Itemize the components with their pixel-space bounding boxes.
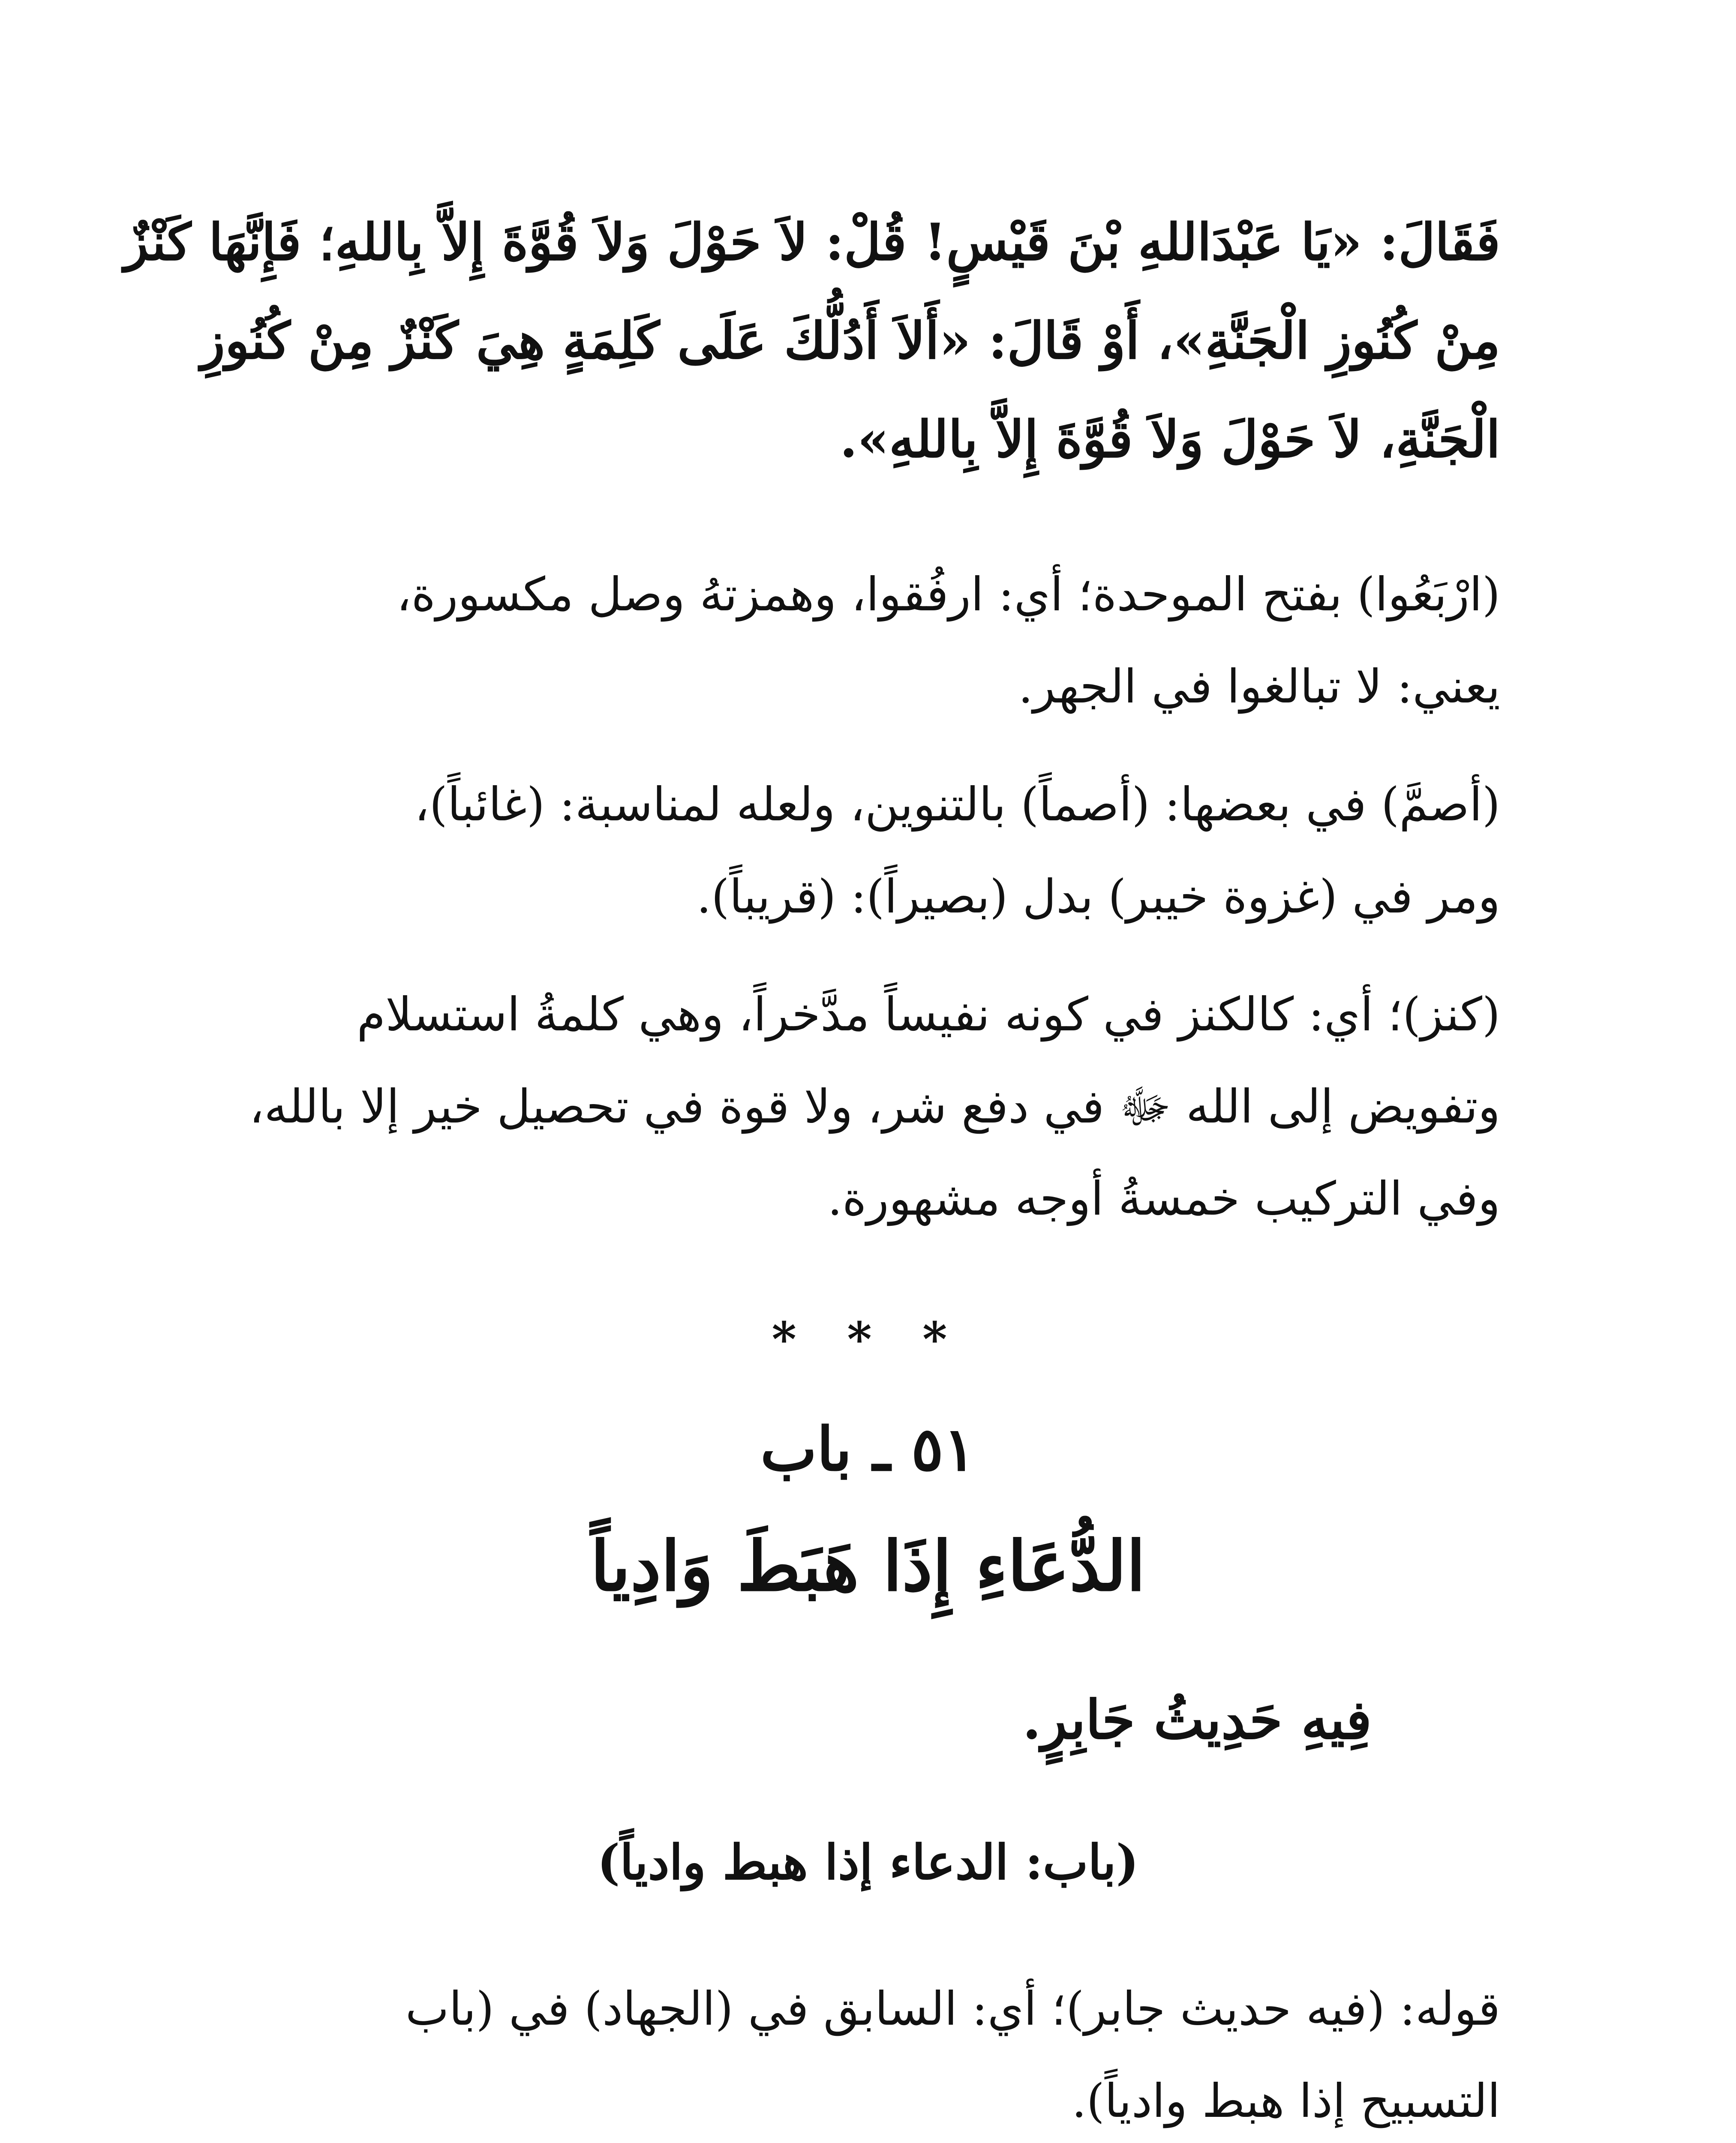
commentary-line: وفي التركيب خمسةُ أوجه مشهورة. [827,1172,1500,1226]
commentary-paragraph [214,1963,1500,2143]
hadith-line: فَقَالَ: «يَا عَبْدَاللهِ بْنَ قَيْسٍ! قُلْ: لاَ حَوْلَ وَلاَ قُوَّةَ إِلاَّ بِاللهِ؛ فَإِنَّهَا كَنْزٌ [124,212,1500,272]
commentary-line: وتفويض إلى الله ﷻ في دفع شر، ولا قوة في تحصيل خير إلا بالله، [249,1080,1500,1134]
chapter-matn: فِيهِ حَدِيثُ جَابِرٍ. [1022,1689,1372,1751]
commentary-line: (أصمَّ) في بعضها: (أصماً) بالتنوين، ولعله لمناسبة: (غائباً)، [414,778,1500,831]
commentary-paragraph [214,759,1500,943]
hadith-text [124,193,1500,489]
commentary-line: (كنز)؛ أي: كالكنز في كونه نفيساً مدَّخراً، وهي كلمةُ استسلام [357,988,1500,1041]
hadith-line: مِنْ كُنُوزِ الْجَنَّةِ»، أَوْ قَالَ: «أَلاَ أَدُلُّكَ عَلَى كَلِمَةٍ هِيَ كَنْزٌ مِنْ كُنُوزِ [200,311,1500,370]
commentary-line: يعني: لا تبالغوا في الجهر. [1018,660,1500,714]
chapter-number: ٥١ ـ باب [760,1414,976,1485]
commentary-paragraph [214,549,1500,733]
commentary-line: قوله: (فيه حديث جابر)؛ أي: السابق في (الجهاد) في (باب [405,1982,1500,2036]
hadith-line: الْجَنَّةِ، لاَ حَوْلَ وَلاَ قُوَّةَ إِلاَّ بِاللهِ». [840,409,1500,469]
commentary-line: (ارْبَعُوا) بفتح الموحدة؛ أي: ارفُقوا، وهمزتهُ وصل مكسورة، [396,568,1500,621]
commentary-line: ومر في (غزوة خيبر) بدل (بصيراً): (قريباً). [697,870,1500,924]
chapter-heading-commentary: (باب: الدعاء إذا هبط وادياً) [597,1834,1139,1891]
commentary-paragraph [214,969,1500,1245]
commentary-line: التسبيح إذا هبط وادياً). [1072,2074,1500,2128]
chapter-title: الدُّعَاءِ إِذَا هَبَطَ وَادِياً [590,1526,1146,1606]
section-separator: * * * [772,1312,964,1367]
